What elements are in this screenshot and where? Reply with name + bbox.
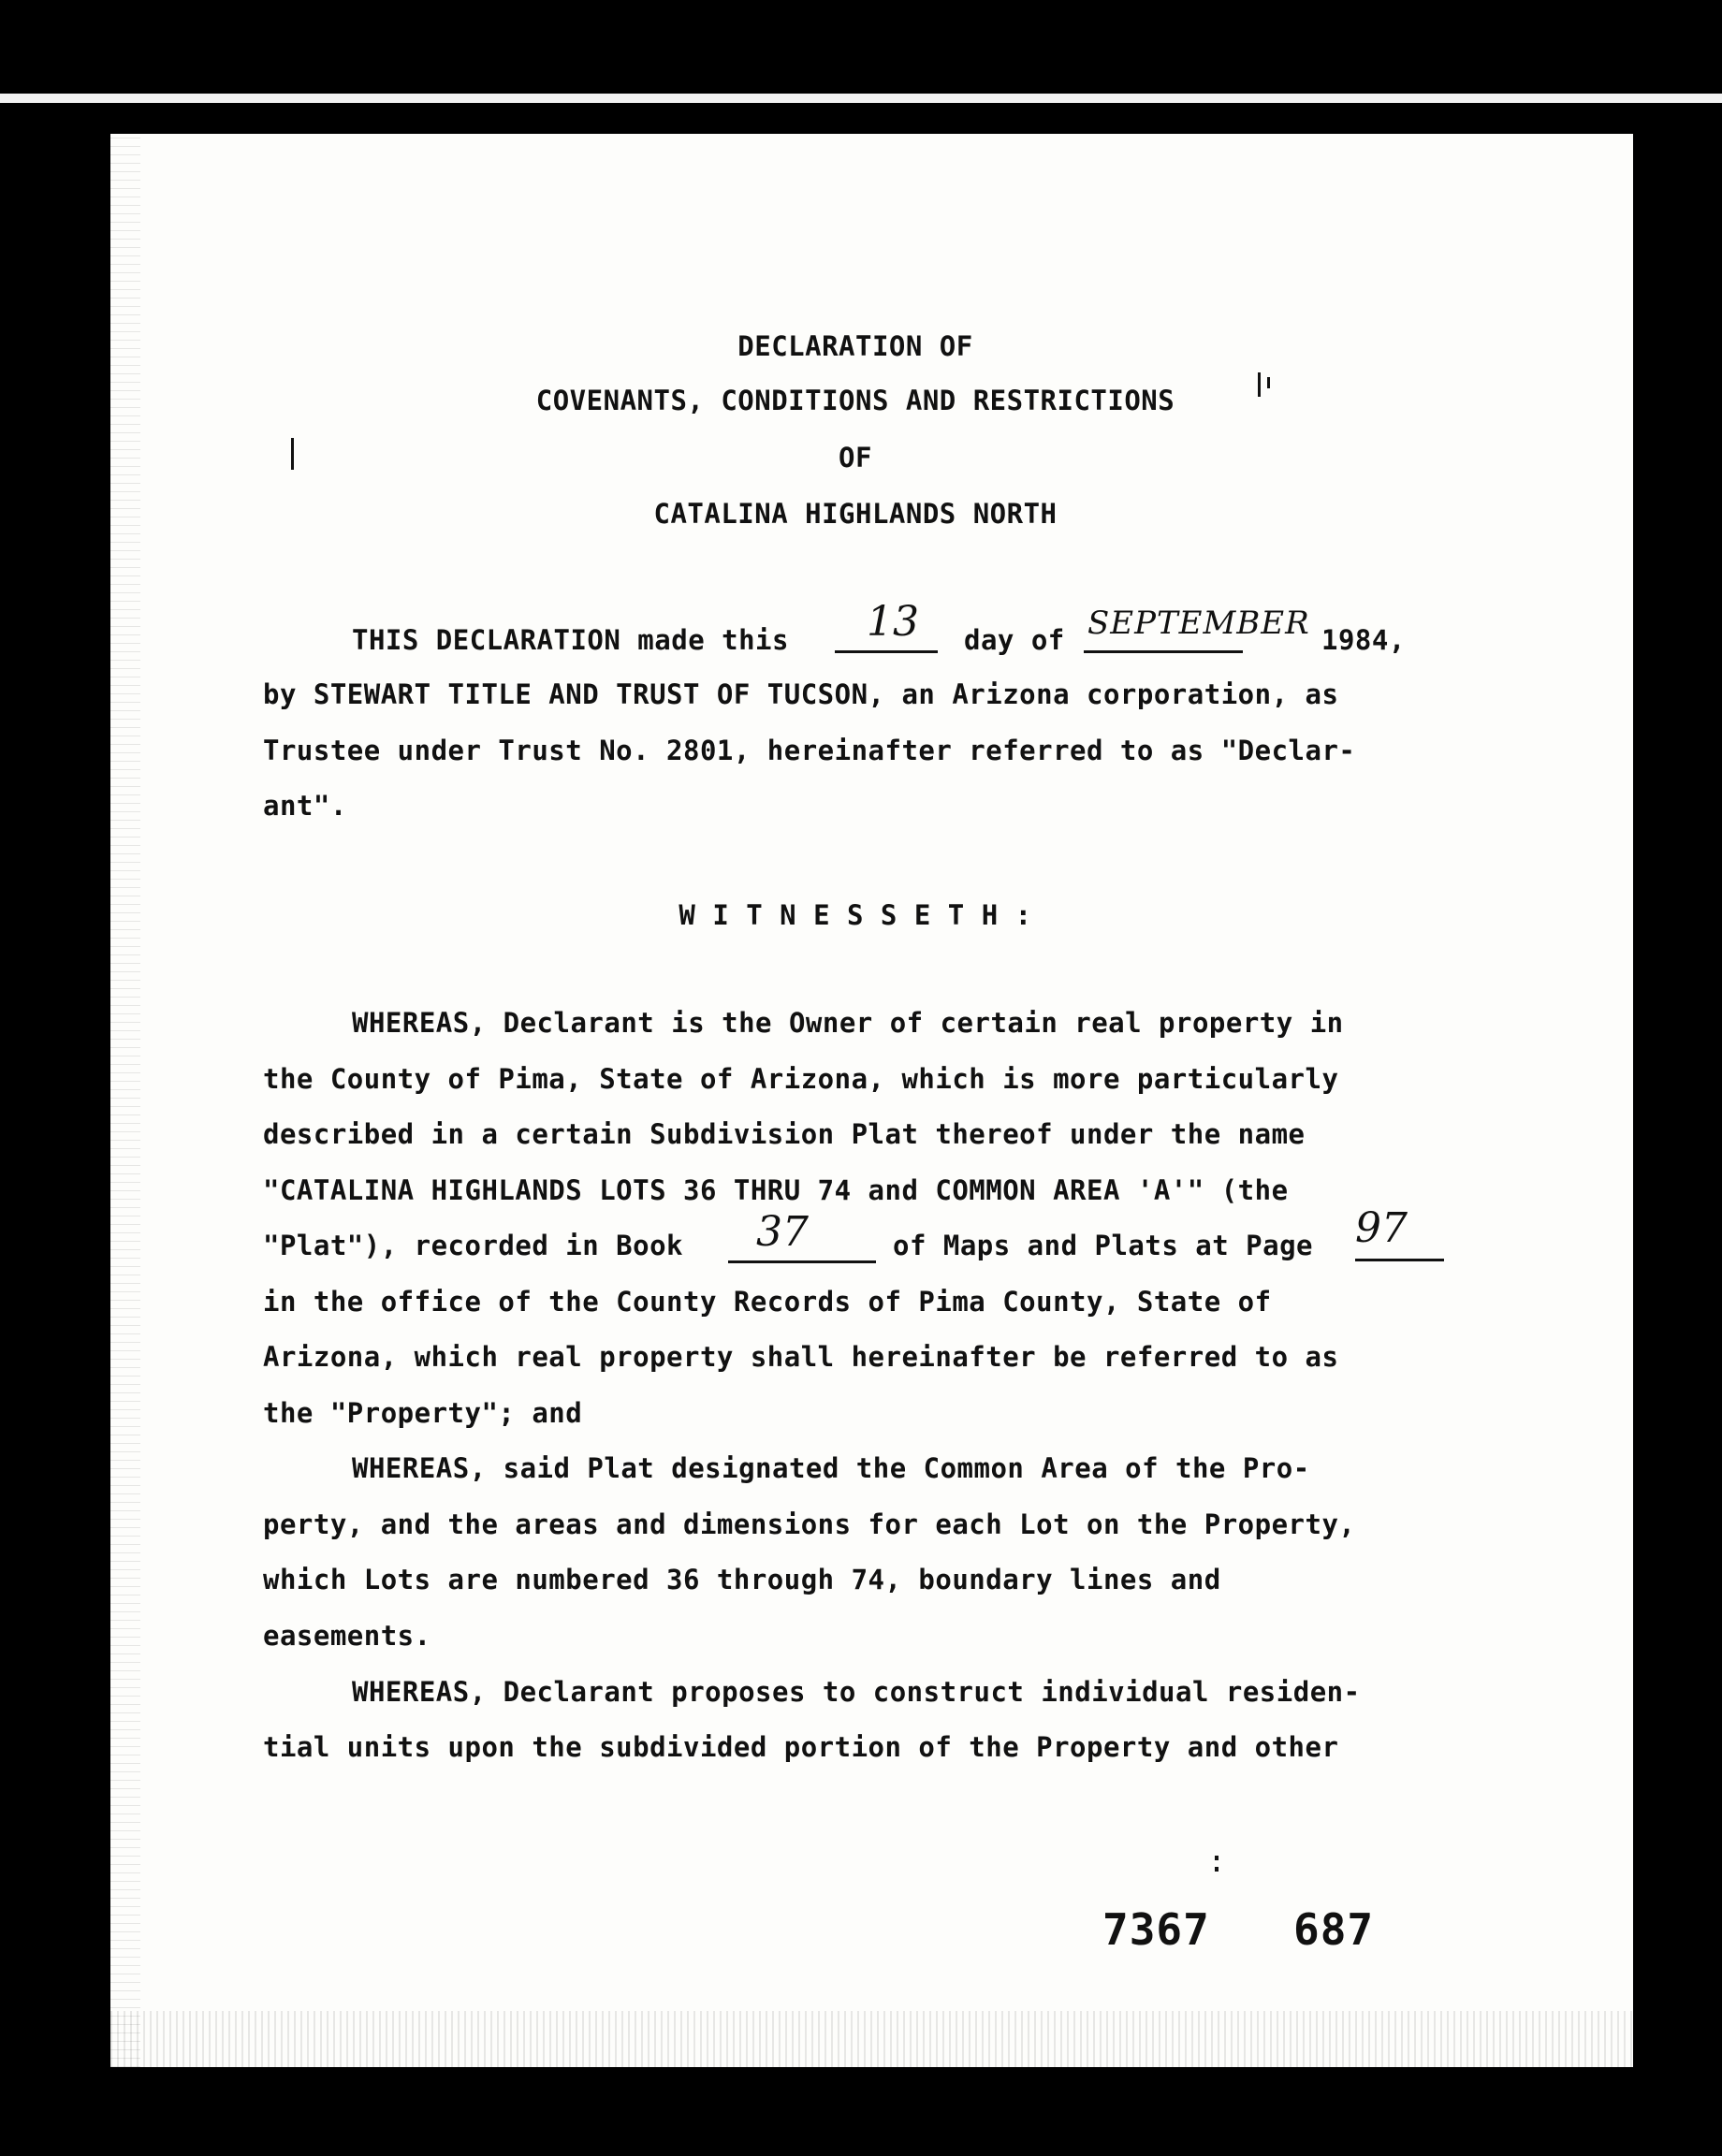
paragraph-line: "Plat"), recorded in Book bbox=[263, 1230, 683, 1261]
paragraph-line: in the office of the County Records of Pima County, State of bbox=[263, 1286, 1272, 1318]
handwritten-month: SEPTEMBER bbox=[1087, 605, 1310, 642]
preamble-text: day of bbox=[964, 624, 1065, 656]
paragraph-line: "CATALINA HIGHLANDS LOTS 36 THRU 74 and COMMON AREA 'A'" (the bbox=[263, 1174, 1289, 1206]
paragraph-line: easements. bbox=[263, 1620, 431, 1652]
title-line-4: CATALINA HIGHLANDS NORTH bbox=[653, 498, 1058, 530]
witnesseth-heading: W I T N E S S E T H : bbox=[679, 899, 1032, 931]
recording-page-number: 687 bbox=[1293, 1904, 1375, 1955]
title-line-1: DECLARATION OF bbox=[737, 330, 973, 362]
scan-mark bbox=[291, 438, 294, 470]
book-blank-line bbox=[728, 1260, 876, 1263]
preamble-text: ant". bbox=[263, 790, 347, 822]
scan-mark bbox=[1215, 1856, 1219, 1860]
scan-top-rule bbox=[0, 94, 1722, 103]
document-page bbox=[110, 134, 1633, 2067]
paragraph-line: perty, and the areas and dimensions for each Lot on the Property, bbox=[263, 1508, 1356, 1540]
paragraph-line: of Maps and Plats at Page bbox=[893, 1230, 1313, 1261]
paragraph-line: which Lots are numbered 36 through 74, boundary lines and bbox=[263, 1564, 1221, 1595]
paragraph-line: described in a certain Subdivision Plat thereof under the name bbox=[263, 1118, 1306, 1150]
scan-noise-left bbox=[110, 134, 140, 2067]
month-blank-line bbox=[1084, 650, 1243, 653]
paragraph-line: Arizona, which real property shall hereinafter be referred to as bbox=[263, 1341, 1339, 1373]
handwritten-page: 97 bbox=[1355, 1204, 1408, 1252]
paragraph-line: the "Property"; and bbox=[263, 1397, 583, 1429]
paragraph-line: the County of Pima, State of Arizona, which is more particularly bbox=[263, 1063, 1339, 1095]
paragraph-line: WHEREAS, Declarant proposes to construct individual residen- bbox=[352, 1676, 1361, 1708]
handwritten-book: 37 bbox=[756, 1208, 809, 1256]
paragraph-line: WHEREAS, said Plat designated the Common Area of the Pro- bbox=[352, 1452, 1310, 1484]
scan-noise-bottom bbox=[110, 2011, 1633, 2067]
recording-docket-number: 7367 bbox=[1102, 1904, 1210, 1955]
title-line-3: OF bbox=[839, 442, 872, 473]
preamble-text: by STEWART TITLE AND TRUST OF TUCSON, an Arizona corporation, as bbox=[263, 678, 1339, 710]
day-blank-line bbox=[835, 650, 938, 653]
page-blank-line bbox=[1355, 1259, 1444, 1261]
preamble-text: THIS DECLARATION made this bbox=[352, 624, 789, 656]
scan-mark bbox=[1267, 377, 1270, 388]
preamble-year: 1984, bbox=[1321, 624, 1406, 656]
preamble-text: Trustee under Trust No. 2801, hereinafter referred to as "Declar- bbox=[263, 735, 1356, 766]
title-line-2: COVENANTS, CONDITIONS AND RESTRICTIONS bbox=[535, 385, 1175, 416]
handwritten-day: 13 bbox=[867, 598, 919, 646]
paragraph-line: WHEREAS, Declarant is the Owner of certain real property in bbox=[352, 1007, 1344, 1039]
paragraph-line: tial units upon the subdivided portion of the Property and other bbox=[263, 1731, 1339, 1763]
scan-mark bbox=[1258, 372, 1261, 397]
scan-mark bbox=[1215, 1867, 1219, 1872]
